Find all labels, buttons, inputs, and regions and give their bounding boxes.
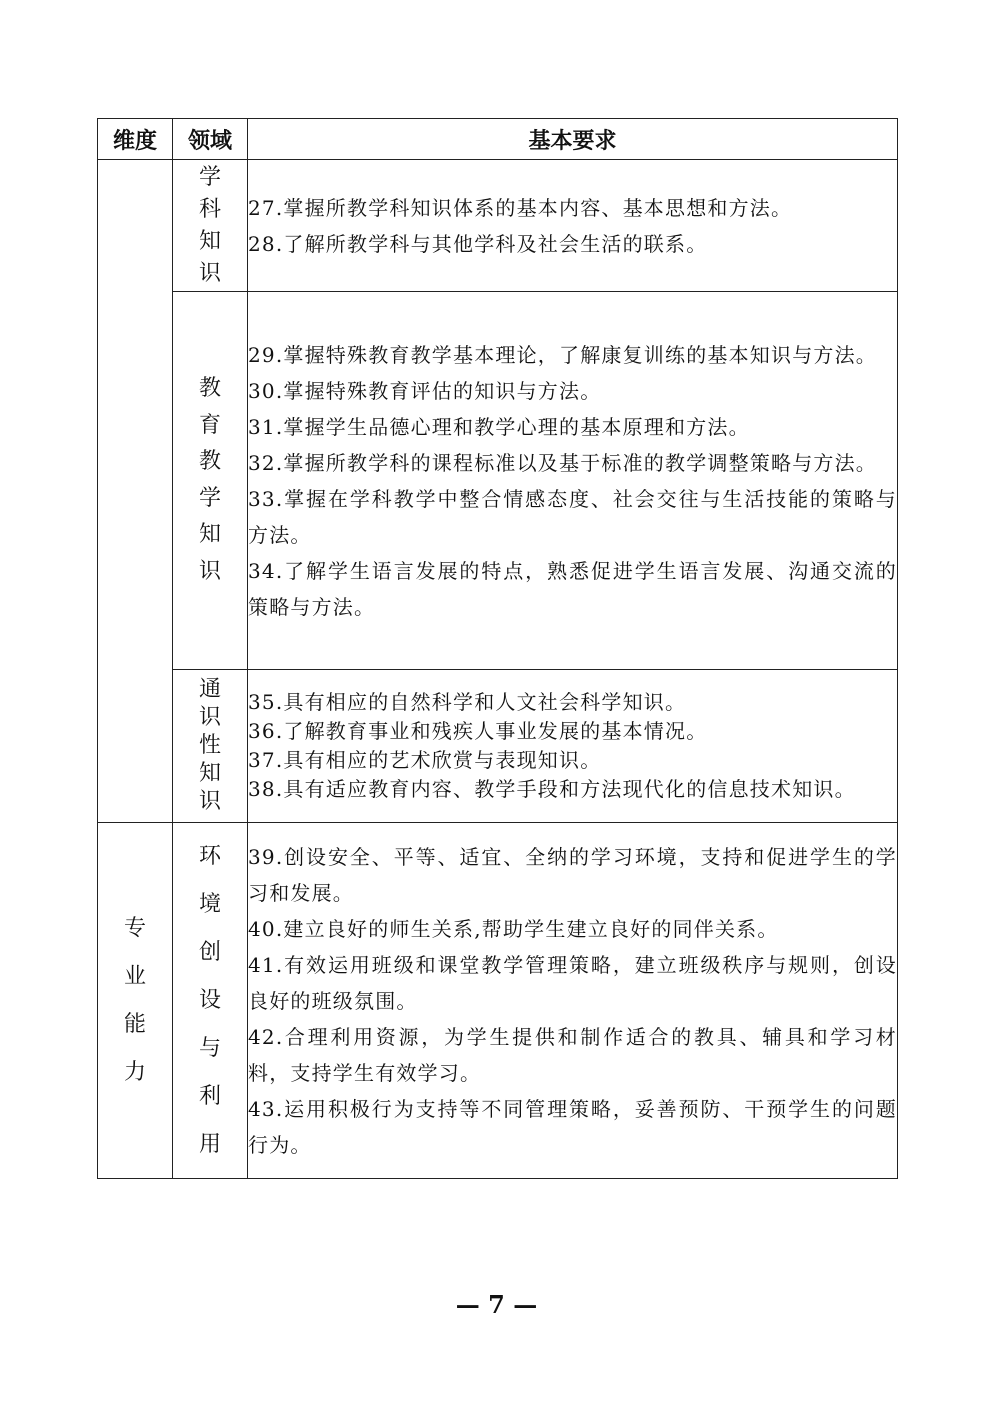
requirement-item: 36.了解教育事业和残疾人事业发展的基本情况。 xyxy=(248,719,708,743)
domain-cell xyxy=(173,670,248,823)
requirements-cell xyxy=(248,823,898,1179)
requirement-item: 28.了解所教学科与其他学科及社会生活的联系。 xyxy=(248,231,708,256)
requirement-item: 27.掌握所教学科知识体系的基本内容、基本思想和方法。 xyxy=(248,195,793,220)
requirement-item: 31.掌握学生品德心理和教学心理的基本原理和方法。 xyxy=(248,414,750,439)
requirement-item: 33.掌握在学科教学中整合情感态度、社会交往与生活技能的策略与方法。 xyxy=(248,486,897,547)
requirements-cell xyxy=(248,160,898,292)
requirement-item: 34.了解学生语言发展的特点，熟悉促进学生语言发展、沟通交流的策略与方法。 xyxy=(248,558,897,619)
header-domain: 领域 xyxy=(173,119,248,160)
domain-label-teaching-knowledge: 教 育 教 学 知 识 xyxy=(198,376,221,584)
table-header-row xyxy=(98,119,898,160)
requirement-item: 39.创设安全、平等、适宜、全纳的学习环境，支持和促进学生的学习和发展。 xyxy=(248,844,897,905)
dimension-cell xyxy=(98,823,173,1179)
standards-table xyxy=(97,118,898,1179)
requirement-item: 29.掌握特殊教育教学基本理论，了解康复训练的基本知识与方法。 xyxy=(248,342,878,367)
dimension-label-professional-ability: 专 业 能 力 xyxy=(123,915,146,1085)
requirement-item: 42.合理利用资源，为学生提供和制作适合的教具、辅具和学习材料，支持学生有效学习。 xyxy=(248,1024,897,1085)
domain-cell xyxy=(173,292,248,670)
domain-label-subject-knowledge: 学 科 知 识 xyxy=(198,164,221,286)
requirement-item: 43.运用积极行为支持等不同管理策略，妥善预防、干预学生的问题行为。 xyxy=(248,1096,897,1157)
requirement-item: 35.具有相应的自然科学和人文社会科学知识。 xyxy=(248,690,687,714)
header-dimension: 维度 xyxy=(98,119,173,160)
domain-label-environment: 环 境 创 设 与 利 用 xyxy=(198,843,221,1157)
dimension-cell-empty xyxy=(98,160,173,823)
requirement-item: 38.具有适应教育内容、教学手段和方法现代化的信息技术知识。 xyxy=(248,777,856,801)
requirements-cell xyxy=(248,670,898,823)
domain-label-general-knowledge: 通 识 性 知 识 xyxy=(198,677,221,814)
requirement-item: 41.有效运用班级和课堂教学管理策略，建立班级秩序与规则，创设良好的班级氛围。 xyxy=(248,952,897,1013)
domain-cell xyxy=(173,823,248,1179)
requirement-item: 32.掌握所教学科的课程标准以及基于标准的教学调整策略与方法。 xyxy=(248,450,878,475)
header-requirements: 基本要求 xyxy=(248,119,898,160)
table-row xyxy=(98,160,898,292)
table-row xyxy=(98,670,898,823)
page-number: — 7 — xyxy=(455,1290,538,1319)
requirements-cell xyxy=(248,292,898,670)
table-row xyxy=(98,292,898,670)
requirement-item: 40.建立良好的师生关系,帮助学生建立良好的同伴关系。 xyxy=(248,916,779,941)
table-row xyxy=(98,823,898,1179)
domain-cell xyxy=(173,160,248,292)
requirement-item: 37.具有相应的艺术欣赏与表现知识。 xyxy=(248,748,602,772)
requirement-item: 30.掌握特殊教育评估的知识与方法。 xyxy=(248,378,602,403)
